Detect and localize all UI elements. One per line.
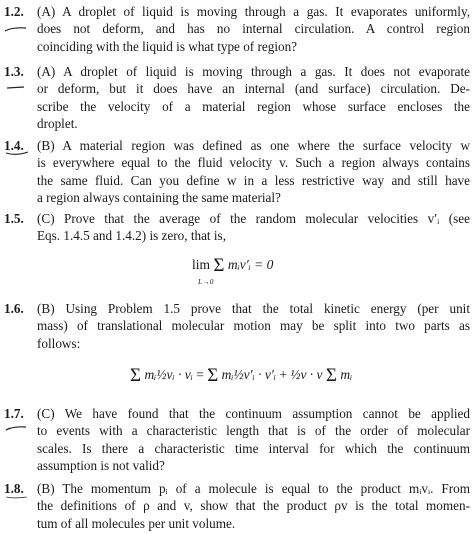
summation-symbol: Σ bbox=[325, 365, 337, 386]
problem-text: (C) We have found that the continuum assumption cannot be applied to events with a characteristic length that is of the order of molecular scales. Is there a characteristic time interval for which the continuum assumption is not valid? bbox=[37, 406, 470, 474]
problem-1-6 bbox=[4, 300, 470, 352]
handwritten-arrow-mark bbox=[4, 425, 28, 433]
problem-number: 1.8. bbox=[4, 481, 24, 496]
problem-1-5 bbox=[4, 210, 470, 245]
problem-text: (B) The momentum pᵢ of a molecule is equal to the product mᵢvᵢ. From the definitions of ρ and v, show that the product ρv is the total momen- tum of all molecules per unit volume. bbox=[37, 481, 470, 531]
problem-text: (C) Prove that the average of the random molecular velocities v′ᵢ (see Eqs. 1.4.5 and 1.4.2) is zero, that is, bbox=[37, 211, 470, 244]
summation-symbol: Σ bbox=[207, 365, 219, 386]
problem-number: 1.4. bbox=[4, 138, 24, 153]
problem-1-2 bbox=[4, 3, 470, 55]
problem-1-3 bbox=[4, 63, 470, 133]
problem-number: 1.5. bbox=[4, 211, 24, 226]
problem-1-7 bbox=[4, 405, 470, 475]
problem-number: 1.2. bbox=[4, 4, 24, 19]
limit-subscript: L→0 bbox=[198, 277, 214, 286]
problem-number: 1.3. bbox=[4, 64, 24, 79]
handwritten-dash-mark bbox=[4, 83, 28, 91]
problem-text: (B) A material region was defined as one where the surface velocity w is everywhere equal to the fluid velocity v. Such a region always contains the same fluid. Can you define w in a less restrictive way and still have a region always containing the same material? bbox=[37, 138, 470, 206]
problem-text: (B) Using Problem 1.5 prove that the total kinetic energy (per unit mass) of translational molecular motion may be split into two parts as follows: bbox=[37, 301, 470, 351]
summation-symbol: Σ bbox=[213, 255, 225, 276]
problem-text: (A) A droplet of liquid is moving through a gas. It does not evaporate or deform, but it does have an internal (and surface) circulation. De- scribe the velocity of a material region whose surface encloses the droplet. bbox=[37, 64, 470, 132]
problem-number: 1.6. bbox=[4, 301, 24, 316]
problem-text: (A) A droplet of liquid is moving through a gas. It evaporates uniformly, does not deform, and has no internal circulation. A control region coinciding with the liquid is what type of region? bbox=[37, 4, 470, 54]
problem-1-8 bbox=[4, 480, 470, 532]
problem-number: 1.7. bbox=[4, 406, 24, 421]
summation-symbol: Σ bbox=[130, 365, 142, 386]
equation-kinetic-energy: Σ mᵢ½vᵢ · vᵢ = Σ mᵢ½v′ᵢ · v′ᵢ + ½v · v Σ mᵢ bbox=[130, 365, 353, 386]
equation-limit: lim Σ mᵢv′ᵢ = 0 bbox=[192, 255, 274, 276]
handwritten-underline-mark bbox=[4, 493, 28, 501]
handwritten-underline-mark bbox=[4, 150, 28, 158]
handwritten-tick-mark bbox=[4, 25, 28, 33]
problem-1-4 bbox=[4, 137, 470, 207]
